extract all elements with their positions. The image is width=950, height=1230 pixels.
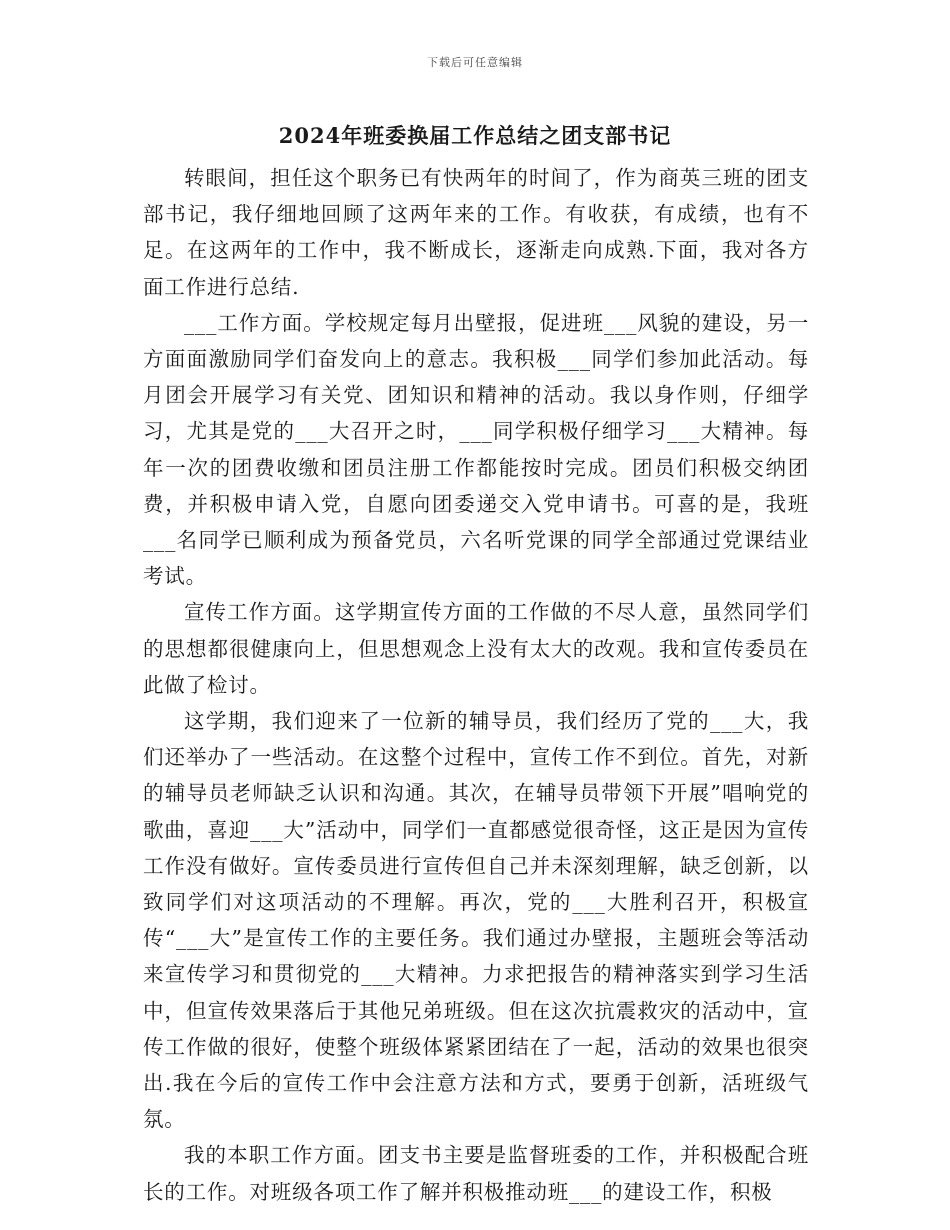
document-body: [143, 160, 809, 1210]
document-title: 2024年班委换届工作总结之团支部书记: [278, 123, 672, 148]
page-header-note: 下载后可任意编辑: [427, 56, 523, 69]
paragraph-publicity-work: 宣传工作方面。这学期宣传方面的工作做的不尽人意，虽然同学们的思想都很健康向上，但思想观念上没有太大的改观。我和宣传委员在此做了检讨。: [143, 600, 809, 697]
paragraph-intro: 转眼间，担任这个职务已有快两年的时间了，作为商英三班的团支部书记，我仔细地回顾了这两年来的工作。有收获，有成绩，也有不足。在这两年的工作中，我不断成长，逐渐走向成熟.下面，我对各方面工作进行总结.: [143, 166, 809, 299]
paragraph-league-work: ___工作方面。学校规定每月出壁报，促进班___风貌的建设，另一方面面激励同学们奋发向上的意志。我积极___同学们参加此活动。每月团会开展学习有关党、团知识和精神的活动。我以身作则，仔细学习，尤其是党的___大召开之时，___同学积极仔细学习___大精神。每年一次的团费收缴和团员注册工作都能按时完成。团员们积极交纳团费，并积极申请入党，自愿向团委递交入党申请书。可喜的是，我班___名同学已顺利成为预备党员，六名听党课的同学全部通过党课结业考试。: [143, 310, 809, 589]
paragraph-this-semester: 这学期，我们迎来了一位新的辅导员，我们经历了党的___大，我们还举办了一些活动。在这整个过程中，宣传工作不到位。首先，对新的辅导员老师缺乏认识和沟通。其次，在辅导员带领下开展”唱响党的歌曲，喜迎___大”活动中，同学们一直都感觉很奇怪，这正是因为宣传工作没有做好。宣传委员进行宣传但自己并未深刻理解，缺乏创新，以致同学们对这项活动的不理解。再次，党的___大胜利召开，积极宣传“___大”是宣传工作的主要任务。我们通过办壁报，主题班会等活动来宣传学习和贯彻党的___大精神。力求把报告的精神落实到学习生活中，但宣传效果落后于其他兄弟班级。但在这次抗震救灾的活动中，宣传工作做的很好，使整个班级体紧紧团结在了一起，活动的效果也很突出.我在今后的宣传工作中会注意方法和方式，要勇于创新，活班级气氛。: [143, 709, 809, 1132]
paragraph-own-duties: 我的本职工作方面。团支书主要是监督班委的工作，并积极配合班长的工作。对班级各项工作了解并积极推动班___的建设工作，积极: [143, 1143, 809, 1204]
